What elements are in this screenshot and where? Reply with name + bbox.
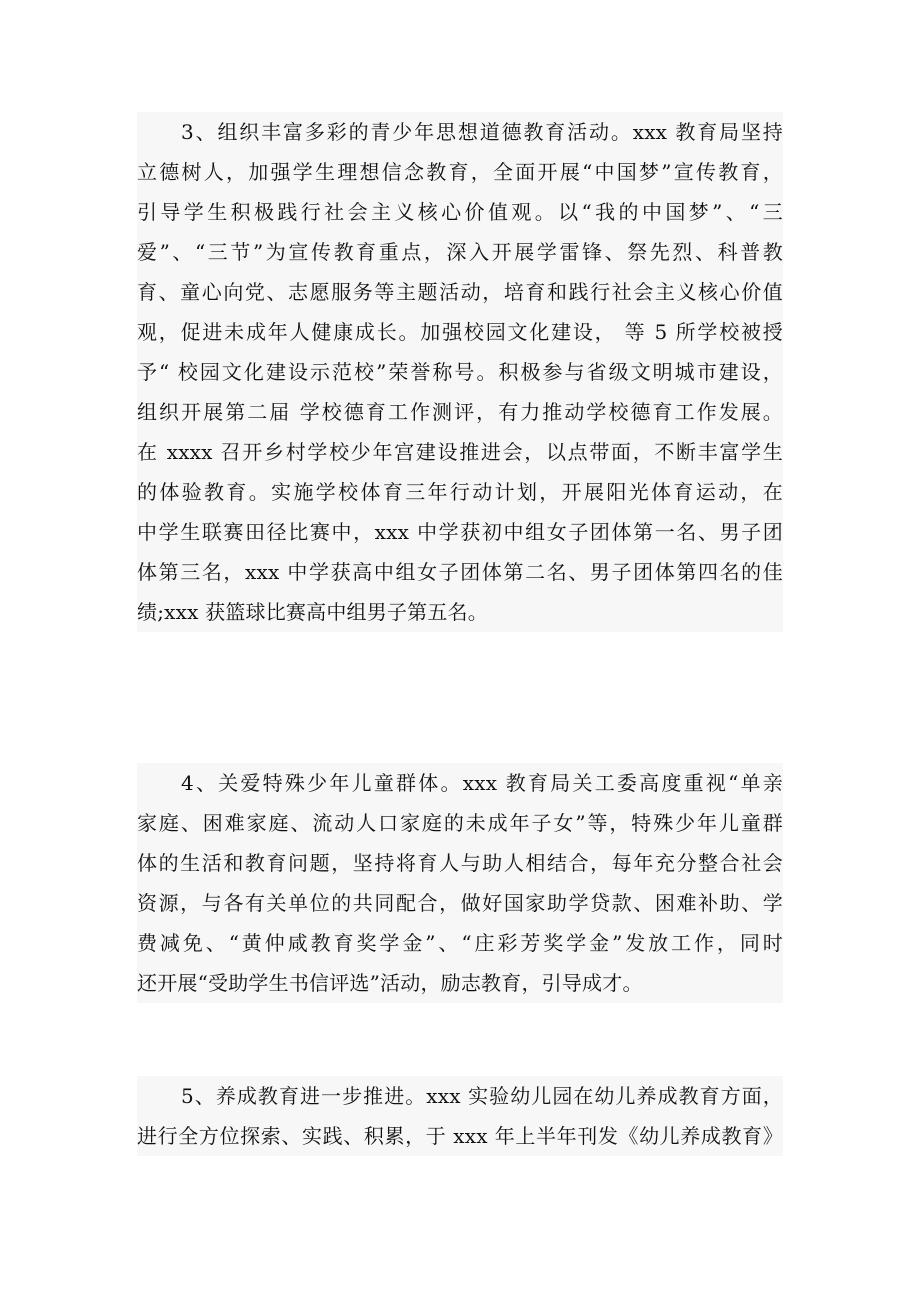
text-line: 爱”、“三节”为宣传教育重点，深入开展学雷锋、祭先烈、科普教 bbox=[137, 240, 783, 264]
text-line: 进行全方位探索、实践、积累，于 xxx 年上半年刊发《幼儿养成教育》 bbox=[137, 1124, 783, 1148]
text-line: 5、养成教育进一步推进。xxx 实验幼儿园在幼儿养成教育方面， bbox=[181, 1084, 783, 1108]
text-line: 体的生活和教育问题，坚持将育人与助人相结合，每年充分整合社会 bbox=[137, 851, 783, 875]
text-line: 予“ 校园文化建设示范校”荣誉称号。积极参与省级文明城市建设， bbox=[137, 360, 783, 384]
paragraph-5 bbox=[137, 1076, 783, 1156]
text-line: 3、组织丰富多彩的青少年思想道德教育活动。xxx 教育局坚持 bbox=[181, 120, 783, 144]
text-line: 立德树人，加强学生理想信念教育，全面开展“中国梦”宣传教育， bbox=[137, 160, 783, 184]
text-line: 观，促进未成年人健康成长。加强校园文化建设， 等 5 所学校被授 bbox=[137, 320, 783, 344]
text-line: 4、关爱特殊少年儿童群体。xxx 教育局关工委高度重视“单亲 bbox=[181, 771, 783, 795]
text-line: 引导学生积极践行社会主义核心价值观。以“我的中国梦”、“三 bbox=[137, 200, 783, 224]
text-line: 的体验教育。实施学校体育三年行动计划，开展阳光体育运动，在 bbox=[137, 480, 783, 504]
text-line: 体第三名，xxx 中学获高中组女子团体第二名、男子团体第四名的佳 bbox=[137, 560, 783, 584]
text-line: 家庭、困难家庭、流动人口家庭的未成年子女”等，特殊少年儿童群 bbox=[137, 811, 783, 835]
paragraph-3 bbox=[137, 112, 783, 632]
text-line: 中学生联赛田径比赛中，xxx 中学获初中组女子团体第一名、男子团 bbox=[137, 520, 783, 544]
text-line: 组织开展第二届 学校德育工作测评，有力推动学校德育工作发展。 bbox=[137, 400, 783, 424]
text-line: 还开展“受助学生书信评选”活动，励志教育，引导成才。 bbox=[137, 971, 643, 995]
text-line: 绩;xxx 获篮球比赛高中组男子第五名。 bbox=[137, 600, 488, 624]
text-line: 费减免、“黄仲咸教育奖学金”、“庄彩芳奖学金”发放工作，同时 bbox=[137, 931, 783, 955]
text-line: 在 xxxx 召开乡村学校少年宫建设推进会，以点带面，不断丰富学生 bbox=[137, 440, 783, 464]
paragraph-4 bbox=[137, 763, 783, 1003]
text-line: 资源，与各有关单位的共同配合，做好国家助学贷款、困难补助、学 bbox=[137, 891, 783, 915]
text-line: 育、童心向党、志愿服务等主题活动，培育和践行社会主义核心价值 bbox=[137, 280, 783, 304]
